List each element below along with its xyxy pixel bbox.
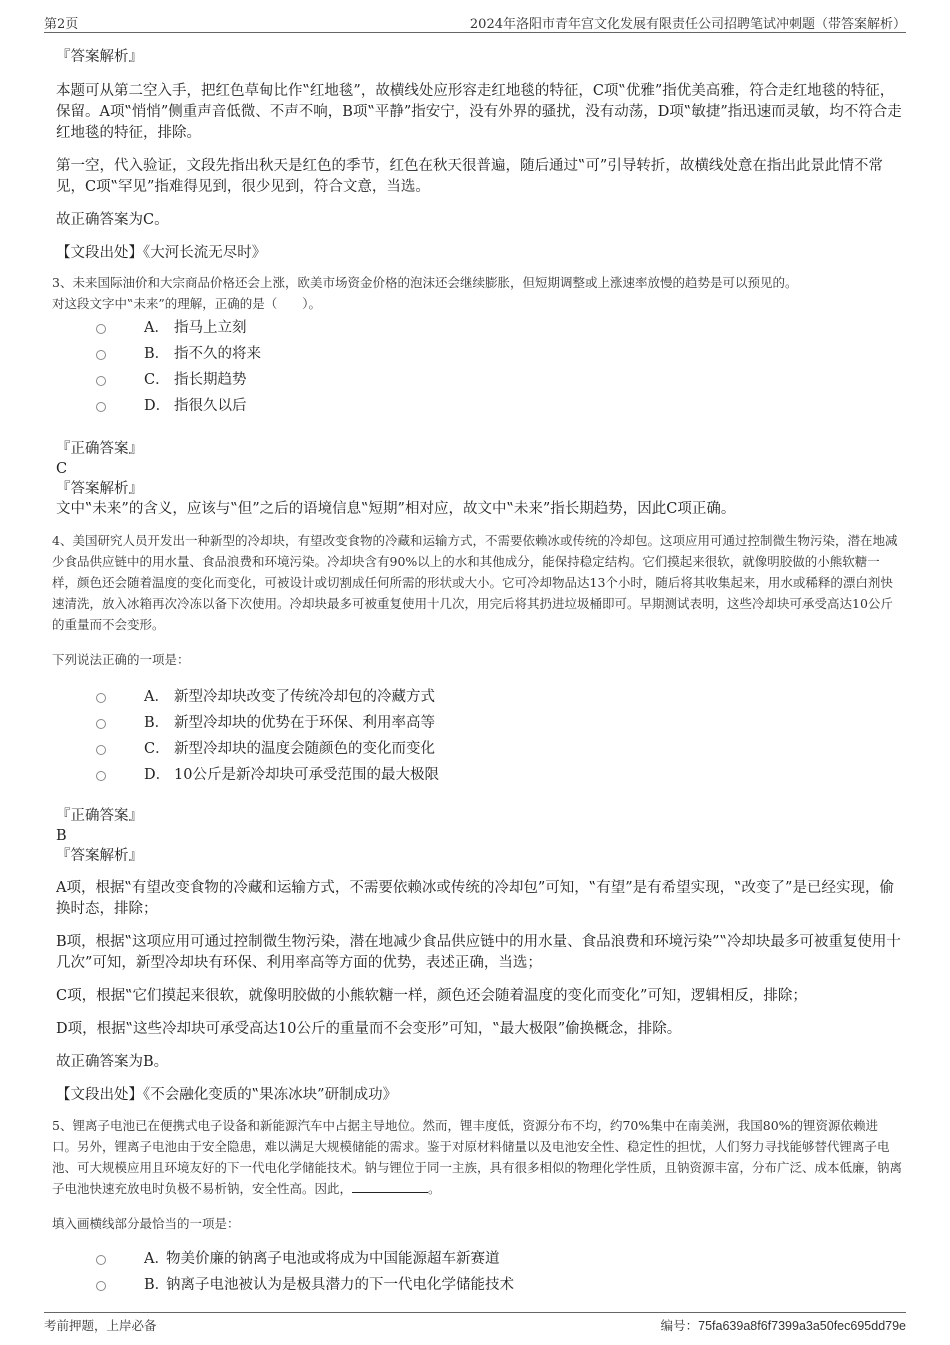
radio-icon[interactable] [96, 1255, 106, 1265]
fill-blank [352, 1178, 428, 1193]
radio-icon[interactable] [96, 771, 106, 781]
question-stem: 5、锂离子电池已在便携式电子设备和新能源汽车中占据主导地位。然而，锂丰度低，资源分布不均，约70%集中在南美洲，我国80%的锂资源依赖进口。另外，锂离子电池由于安全隐患，难以满足大规模储能的需求。鉴于对原材料储量以及电池安全性、稳定性的担忧，人们努力寻找能够替代锂离子电池、可大规模应用且环境友好的下一代电化学储能技术。钠与锂位于同一主族，具有很多相似的物理化学性质，且钠资源丰富，分布广泛、成本低廉，钠离子电池快速充放电时负极不易析钠，安全性高。因此， 。 [52, 1118, 903, 1196]
option-b[interactable]: B． 指不久的将来 [56, 341, 902, 367]
radio-icon[interactable] [96, 324, 106, 334]
footer-slogan: 考前押题，上岸必备 [44, 1318, 157, 1333]
analysis-tag: 『答案解析』 [56, 848, 143, 864]
option-a[interactable]: A．物美价廉的钠离子电池或将成为中国能源超车新赛道 [56, 1246, 902, 1272]
radio-icon[interactable] [96, 376, 106, 386]
option-c[interactable]: C． 新型冷却块的温度会随颜色的变化而变化 [56, 736, 902, 762]
radio-icon[interactable] [96, 693, 106, 703]
option-d[interactable]: D． 指很久以后 [56, 393, 902, 419]
option-list [56, 684, 902, 788]
radio-icon[interactable] [96, 745, 106, 755]
analysis-conclusion: 故正确答案为B。 [56, 1054, 169, 1070]
analysis-tag: 『答案解析』 [56, 481, 143, 497]
radio-icon[interactable] [96, 719, 106, 729]
page-footer [44, 1312, 906, 1335]
analysis-paragraph: 文中‟未来”的含义，应该与‟但”之后的语境信息‟短期”相对应，故文中‟未来”指长期趋势，因此C项正确。 [56, 501, 736, 517]
radio-icon[interactable] [96, 1281, 106, 1291]
correct-answer: B [56, 828, 67, 844]
question-stem: 3、未来国际油价和大宗商品价格还会上涨，欧美市场资金价格的泡沫还会继续膨胀，但短期调整或上涨速率放慢的趋势是可以预见的。 [52, 275, 798, 290]
passage-source: 【文段出处】《不会融化变质的‟果冻冰块”研制成功》 [56, 1087, 398, 1103]
analysis-paragraph: 第一空，代入验证，文段先指出秋天是红色的季节，红色在秋天很普遍，随后通过‟可”引导转折，故横线处意在指出此景此情不常见，C项‟罕见”指难得见到，很少见到，符合文意，当选。 [56, 158, 883, 195]
analysis-paragraph: C项，根据‟它们摸起来很软，就像明胶做的小熊软糖一样，颜色还会随着温度的变化而变化”可知，逻辑相反，排除； [56, 988, 807, 1004]
question-stem: 4、美国研究人员开发出一种新型的冷却块，有望改变食物的冷藏和运输方式，不需要依赖冰或传统的冷却包。这项应用可通过控制微生物污染，潜在地减少食品供应链中的用水量、食品浪费和环境污染。冷却块含有90%以上的水和其他成分，能保持稳定结构。它们摸起来很软，就像明胶做的小熊软糖一样，颜色还会随着温度的变化而变化，可被设计或切割成任何所需的形状或大小。它可冷却物品达13个小时，随后将其收集起来，用水或稀释的漂白剂快速清洗，放入冰箱再次冷冻以备下次使用。冷却块最多可被重复使用十几次，用完后将其扔进垃圾桶即可。早期测试表明，这些冷却块可承受高达10公斤的重量而不会变形。 [52, 533, 898, 632]
analysis-paragraph: 本题可从第二空入手，把红色草甸比作‟红地毯”，故横线处应形容走红地毯的特征，C项‟优雅”指优美高雅，符合走红地毯的特征，保留。A项‟悄悄”侧重声音低微、不声不响，B项‟平静”指安宁，没有外界的骚扰，没有动荡，D项‟敏捷”指迅速而灵敏，均不符合走红地毯的特征，排除。 [56, 83, 902, 141]
analysis-paragraph: D项，根据‟这些冷却块可承受高达10公斤的重量而不会变形”可知，‟最大极限”偷换概念，排除。 [56, 1021, 682, 1037]
page-number: 第2页 [44, 17, 79, 32]
correct-answer-tag: 『正确答案』 [56, 441, 143, 457]
option-c[interactable]: C． 指长期趋势 [56, 367, 902, 393]
option-d[interactable]: D． 10公斤是新冷却块可承受范围的最大极限 [56, 762, 902, 788]
radio-icon[interactable] [96, 350, 106, 360]
radio-icon[interactable] [96, 402, 106, 412]
page-content [52, 44, 903, 1298]
correct-answer: C [56, 461, 68, 477]
document-title: 2024年洛阳市青年宫文化发展有限责任公司招聘笔试冲刺题（带答案解析） [469, 17, 906, 32]
correct-answer-tag: 『正确答案』 [56, 808, 143, 824]
option-b[interactable]: B． 新型冷却块的优势在于环保、利用率高等 [56, 710, 902, 736]
page-header [44, 12, 906, 33]
option-b[interactable]: B．钠离子电池被认为是极具潜力的下一代电化学储能技术 [56, 1272, 902, 1298]
question-prompt: 下列说法正确的一项是： [52, 652, 190, 667]
option-list [56, 315, 902, 419]
analysis-tag: 『答案解析』 [56, 49, 143, 65]
option-a[interactable]: A． 新型冷却块改变了传统冷却包的冷藏方式 [56, 684, 902, 710]
document-id: 编号：75fa639a8f6f7399a3a50fec695dd79e [660, 1319, 906, 1333]
analysis-conclusion: 故正确答案为C。 [56, 212, 169, 228]
analysis-paragraph: A项，根据‟有望改变食物的冷藏和运输方式，不需要依赖冰或传统的冷却包”可知，‟有望”是有希望实现，‟改变了”是已经实现，偷换时态，排除； [56, 880, 894, 917]
option-a[interactable]: A． 指马上立刻 [56, 315, 902, 341]
question-prompt: 对这段文字中‟未来”的理解，正确的是（ ）。 [52, 296, 322, 311]
passage-source: 【文段出处】《大河长流无尽时》 [56, 245, 267, 261]
question-prompt: 填入画横线部分最恰当的一项是： [52, 1216, 240, 1231]
analysis-paragraph: B项，根据‟这项应用可通过控制微生物污染，潜在地减少食品供应链中的用水量、食品浪费和环境污染”‟冷却块最多可被重复使用十几次”可知，新型冷却块有环保、利用率高等方面的优势，表述正确，当选； [56, 934, 901, 971]
option-list [56, 1246, 902, 1298]
